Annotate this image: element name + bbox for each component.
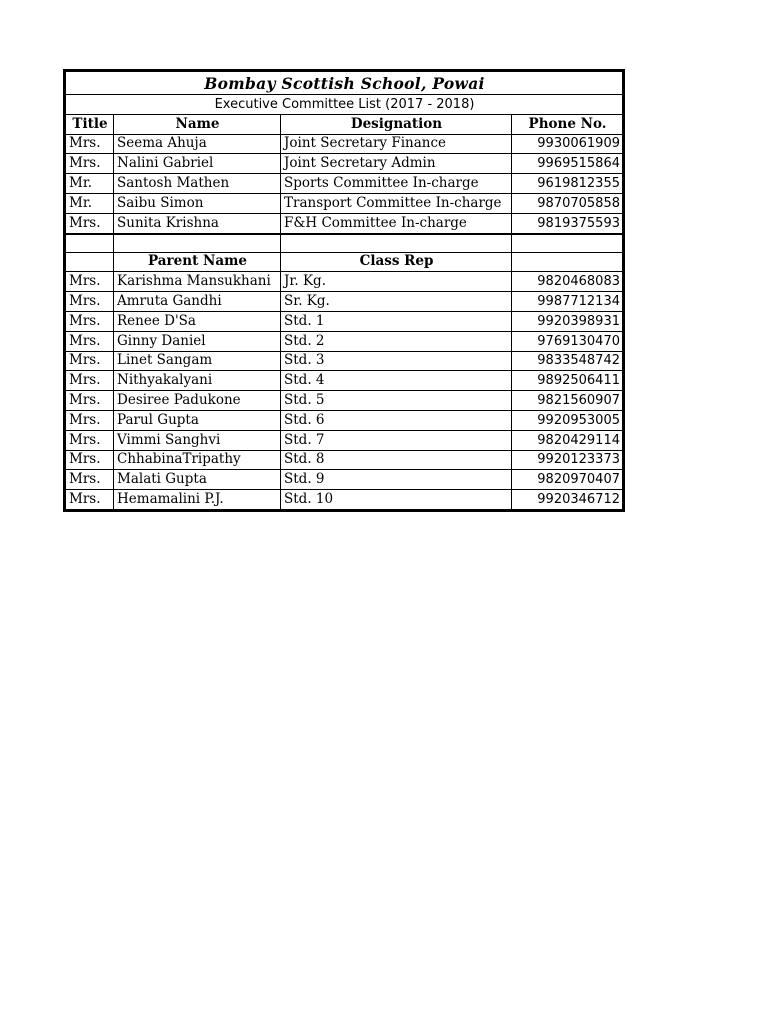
class-cell: Std. 8 xyxy=(281,450,512,470)
name-cell: Seema Ahuja xyxy=(114,134,281,154)
phone-cell: 9820468083 xyxy=(512,272,623,292)
class-cell: Std. 6 xyxy=(281,410,512,430)
title-cell: Mrs. xyxy=(66,490,114,510)
table-row xyxy=(66,272,623,292)
phone-cell: 9920398931 xyxy=(512,311,623,331)
parent-name-cell: Nithyakalyani xyxy=(114,371,281,391)
title-cell: Mrs. xyxy=(66,351,114,371)
title-cell: Mrs. xyxy=(66,213,114,233)
table-row xyxy=(66,331,623,351)
table-row xyxy=(66,154,623,174)
column-header-blank xyxy=(66,252,114,272)
table-row xyxy=(66,430,623,450)
blank-cell xyxy=(114,234,281,253)
class-cell: Jr. Kg. xyxy=(281,272,512,292)
class-cell: Std. 4 xyxy=(281,371,512,391)
table-row xyxy=(66,213,623,233)
phone-cell: 9892506411 xyxy=(512,371,623,391)
class-cell: Std. 3 xyxy=(281,351,512,371)
table-row xyxy=(66,391,623,411)
class-cell: Std. 7 xyxy=(281,430,512,450)
phone-cell: 9987712134 xyxy=(512,292,623,312)
title-cell: Mrs. xyxy=(66,311,114,331)
phone-cell: 9969515864 xyxy=(512,154,623,174)
name-cell: Nalini Gabriel xyxy=(114,154,281,174)
parent-name-cell: Malati Gupta xyxy=(114,470,281,490)
class-cell: Std. 9 xyxy=(281,470,512,490)
title-cell: Mrs. xyxy=(66,430,114,450)
table-row xyxy=(66,450,623,470)
parent-name-cell: Karishma Mansukhani xyxy=(114,272,281,292)
column-header-class-rep: Class Rep xyxy=(281,252,512,272)
school-title: Bombay Scottish School, Powai xyxy=(66,72,623,95)
phone-cell: 9920346712 xyxy=(512,490,623,510)
parent-name-cell: Vimmi Sanghvi xyxy=(114,430,281,450)
title-cell: Mrs. xyxy=(66,134,114,154)
phone-cell: 9769130470 xyxy=(512,331,623,351)
title-cell: Mrs. xyxy=(66,331,114,351)
phone-cell: 9821560907 xyxy=(512,391,623,411)
class-cell: Sr. Kg. xyxy=(281,292,512,312)
title-cell: Mrs. xyxy=(66,272,114,292)
blank-row xyxy=(66,234,623,253)
column-header-title: Title xyxy=(66,114,114,134)
designation-cell: Joint Secretary Finance xyxy=(281,134,512,154)
phone-cell: 9920123373 xyxy=(512,450,623,470)
table-row xyxy=(66,470,623,490)
executive-header-row xyxy=(66,114,623,134)
class-cell: Std. 2 xyxy=(281,331,512,351)
phone-cell: 9820429114 xyxy=(512,430,623,450)
phone-cell: 9619812355 xyxy=(512,174,623,194)
title-cell: Mr. xyxy=(66,174,114,194)
name-cell: Saibu Simon xyxy=(114,193,281,213)
table-row xyxy=(66,174,623,194)
phone-cell: 9930061909 xyxy=(512,134,623,154)
table-row xyxy=(66,410,623,430)
title-cell: Mrs. xyxy=(66,450,114,470)
title-cell: Mrs. xyxy=(66,292,114,312)
class-rep-header-row xyxy=(66,252,623,272)
title-cell: Mrs. xyxy=(66,470,114,490)
designation-cell: Joint Secretary Admin xyxy=(281,154,512,174)
table-row xyxy=(66,371,623,391)
parent-name-cell: Ginny Daniel xyxy=(114,331,281,351)
title-cell: Mrs. xyxy=(66,371,114,391)
parent-name-cell: Parul Gupta xyxy=(114,410,281,430)
class-cell: Std. 10 xyxy=(281,490,512,510)
class-cell: Std. 1 xyxy=(281,311,512,331)
phone-cell: 9920953005 xyxy=(512,410,623,430)
table-row xyxy=(66,311,623,331)
name-cell: Santosh Mathen xyxy=(114,174,281,194)
title-cell: Mrs. xyxy=(66,410,114,430)
table-row xyxy=(66,134,623,154)
phone-cell: 9820970407 xyxy=(512,470,623,490)
blank-cell xyxy=(512,234,623,253)
column-header-parent-name: Parent Name xyxy=(114,252,281,272)
column-header-designation: Designation xyxy=(281,114,512,134)
designation-cell: Sports Committee In-charge xyxy=(281,174,512,194)
table-row xyxy=(66,490,623,510)
name-cell: Sunita Krishna xyxy=(114,213,281,233)
parent-name-cell: Hemamalini P.J. xyxy=(114,490,281,510)
designation-cell: Transport Committee In-charge xyxy=(281,193,512,213)
table-row xyxy=(66,292,623,312)
title-cell: Mrs. xyxy=(66,154,114,174)
parent-name-cell: Renee D'Sa xyxy=(114,311,281,331)
table-row xyxy=(66,193,623,213)
phone-cell: 9870705858 xyxy=(512,193,623,213)
class-cell: Std. 5 xyxy=(281,391,512,411)
blank-cell xyxy=(281,234,512,253)
column-header-name: Name xyxy=(114,114,281,134)
parent-name-cell: Linet Sangam xyxy=(114,351,281,371)
parent-name-cell: ChhabinaTripathy xyxy=(114,450,281,470)
phone-cell: 9819375593 xyxy=(512,213,623,233)
subtitle-row xyxy=(66,95,623,115)
column-header-blank xyxy=(512,252,623,272)
title-cell: Mr. xyxy=(66,193,114,213)
parent-name-cell: Amruta Gandhi xyxy=(114,292,281,312)
list-subtitle: Executive Committee List (2017 - 2018) xyxy=(66,95,623,115)
column-header-phone: Phone No. xyxy=(512,114,623,134)
title-cell: Mrs. xyxy=(66,391,114,411)
school-title-row xyxy=(66,72,623,95)
committee-sheet xyxy=(63,69,625,512)
phone-cell: 9833548742 xyxy=(512,351,623,371)
committee-table xyxy=(65,71,623,510)
parent-name-cell: Desiree Padukone xyxy=(114,391,281,411)
blank-cell xyxy=(66,234,114,253)
designation-cell: F&H Committee In-charge xyxy=(281,213,512,233)
table-row xyxy=(66,351,623,371)
